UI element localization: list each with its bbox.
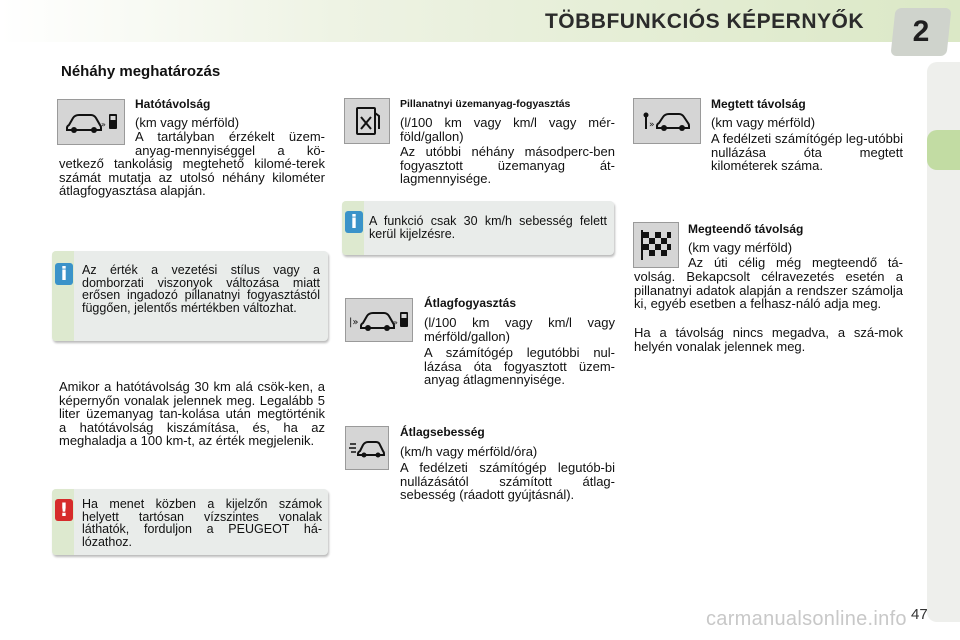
warning-icon: ! [55,499,73,521]
side-tab-active [927,130,960,170]
remaining-distance-note: Ha a távolság nincs megadva, a szá-mok helyén vonalak jelennek meg. [634,325,903,354]
checkered-flag-icon [633,222,679,268]
average-consumption-title: Átlagfogyasztás [424,296,517,310]
remaining-distance-unit: (km vagy mérföld) [688,240,793,255]
fuel-pump-icon [344,98,390,144]
svg-text:»: » [649,120,655,130]
car-fuel-range-icon [57,99,125,145]
remaining-distance-desc-line1: Az úti célig még megteendő tá- [688,255,903,270]
average-speed-desc: A fedélzeti számítógép legutób-bi nullázásától számított átlag-sebesség (ráadott gyújtásnál). [400,460,615,502]
instant-consumption-unit: (l/100 km vagy km/l vagy mér-föld/gallon) [400,115,615,144]
car-distance-icon [633,98,701,144]
range-warning-paragraph: Amikor a hatótávolság 30 km alá csök-ken, a képernyőn vonalak jelennek meg. Legalább 5 liter üzemanyag tan-kolása után megtörténik a hatótávolság kiszámítása, és, ha az meghaladja a 100 km-t, az érték megjelenik. [59,379,325,448]
info-note-speed-text: A funkció csak 30 km/h sebesség felett kerül kijelzésre. [369,214,607,241]
info-icon: i [55,263,73,285]
warning-note [52,489,328,555]
page-number: 47 [911,606,928,623]
distance-travelled-title: Megtett távolság [711,97,806,111]
watermark: carmanualsonline.info [706,608,907,630]
distance-travelled-desc: A fedélzeti számítógép leg-utóbbi nullázása óta megtett kilométerek száma. [711,131,903,173]
average-speed-unit: (km/h vagy mérföld/óra) [400,444,538,459]
remaining-distance-desc-rest: volság. Bekapcsolt célravezetés esetén a pillanatnyi adatok alapján a rendszer számolja ki, egyéb esetben a felhasz-náló adja meg. [634,269,903,311]
page-header-title: TÖBBFUNKCIÓS KÉPERNYŐK [544,10,864,33]
chapter-number: 2 [912,15,930,48]
instant-consumption-desc: Az utóbbi néhány másodperc-ben fogyasztott üzemanyag át-lagmennyisége. [400,144,615,186]
instant-consumption-title: Pillanatnyi üzemanyag-fogyasztás [400,98,571,110]
range-desc-rest: vetkező tankolásig megtehető kilomé-terek számát mutatja az utolsó néhány kilométer átlagfogyasztása alapján. [59,156,325,198]
svg-text:»: » [101,120,106,129]
range-desc-line1: A tartályban érzékelt üzem- [135,129,325,144]
range-desc-line2: anyag-mennyiséggel a kö- [135,143,325,158]
distance-travelled-unit: (km vagy mérföld) [711,115,816,130]
car-speed-icon [345,426,389,470]
car-average-consumption-icon [345,298,413,342]
info-icon: i [345,211,363,233]
range-unit: (km vagy mérföld) [135,115,240,130]
remaining-distance-title: Megteendő távolság [688,222,804,236]
section-title: Néháhy meghatározás [61,63,221,80]
svg-text:»: » [393,318,398,327]
svg-text:|»: |» [349,317,359,328]
average-consumption-unit: (l/100 km vagy km/l vagy mérföld/gallon) [424,315,615,344]
info-note-text: Az érték a vezetési stílus vagy a domborzati viszonyok változása miatt erősen ingadozó pillanatnyi fogyasztástól függően, jelentős mértékben változhat. [82,263,320,315]
average-speed-title: Átlagsebesség [400,425,485,439]
range-title: Hatótávolság [135,97,211,111]
info-note-speed [342,201,614,255]
average-consumption-desc: A számítógép legutóbbi nul-lázása óta fogyasztott üzem-anyag átlagmennyisége. [424,345,615,387]
warning-note-text: Ha menet közben a kijelzőn számok helyett tartósan vízszintes vonalak láthatók, forduljon a PEUGEOT há-lózathoz. [82,497,322,549]
info-note-range [52,251,328,341]
